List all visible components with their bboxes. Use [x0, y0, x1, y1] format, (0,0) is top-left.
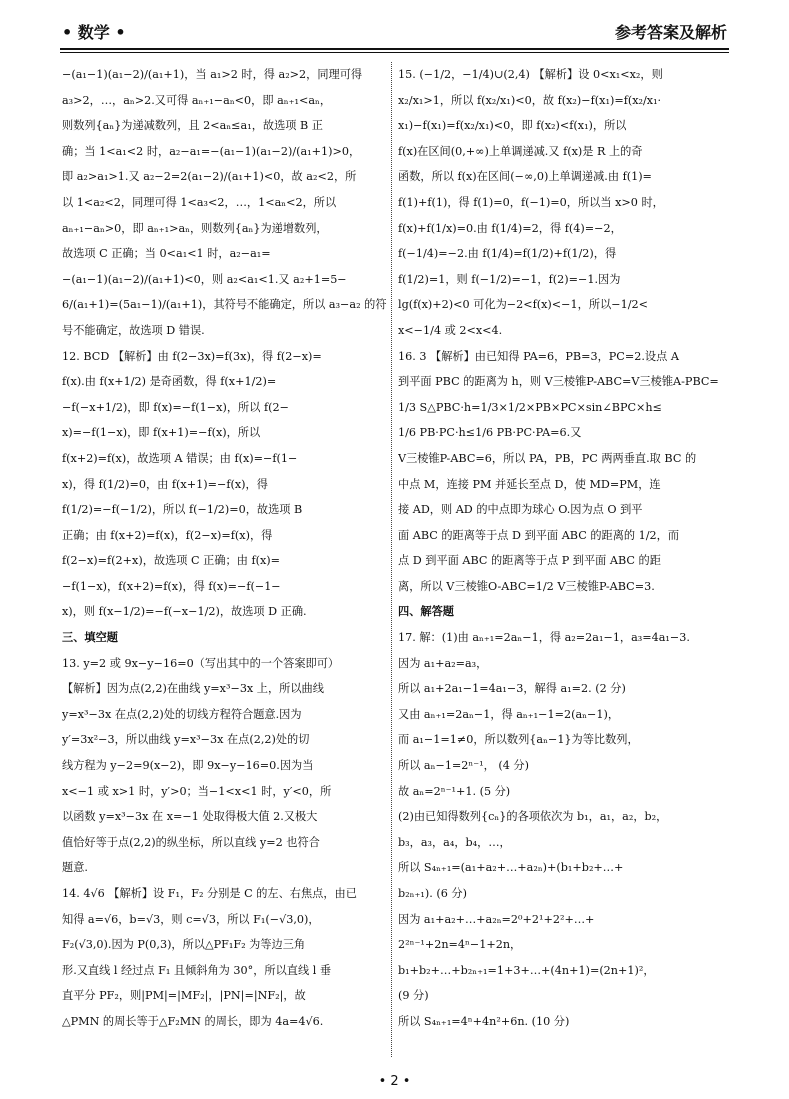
column-divider: [391, 62, 392, 1057]
text-line: f(x+2)=f(x)，故选项 A 错误；由 f(x)=−f(1−: [62, 451, 298, 465]
text-line: b₁+b₂+…+b₂ₙ₊₁=1+3+…+(4n+1)=(2n+1)²，: [398, 963, 655, 977]
text-line: 号不能确定，故选项 D 错误.: [62, 323, 205, 337]
text-line: b₃，a₃，a₄，b₄，…，: [398, 835, 511, 849]
text-line: 【解析】因为点(2,2)在曲线 y=x³−3x 上，所以曲线: [62, 682, 324, 696]
left-column: [62, 62, 398, 1062]
text-line: 所以 S₄ₙ₊₁=4ⁿ+4n²+6n. (10 分): [398, 1014, 570, 1028]
text-line: 又由 aₙ₊₁=2aₙ−1，得 aₙ₊₁−1=2(aₙ−1)，: [398, 707, 620, 721]
text-line: 中点 M，连接 PM 并延长至点 D，使 MD=PM，连: [398, 477, 661, 491]
text-line: 四、解答题: [398, 605, 454, 619]
text-line: 正确；由 f(x+2)=f(x)，f(2−x)=f(x)，得: [62, 528, 273, 542]
text-line: 确；当 1<a₁<2 时，a₂−a₁=−(a₁−1)(a₁−2)/(a₁+1)>0，: [62, 144, 361, 158]
text-line: △PMN 的周长等于△F₂MN 的周长，即为 4a=4√6.: [62, 1014, 324, 1028]
text-line: 所以 S₄ₙ₊₁=(a₁+a₂+…+a₂ₙ)+(b₁+b₂+…+: [398, 861, 624, 875]
text-line: (9 分): [398, 989, 429, 1003]
text-line: −f(−x+1/2)，即 f(x)=−f(1−x)，所以 f(2−: [62, 400, 289, 414]
text-line: 13. y=2 或 9x−y−16=0（写出其中的一个答案即可）: [62, 656, 340, 670]
text-line: 线方程为 y−2=9(x−2)，即 9x−y−16=0.因为当: [62, 759, 314, 773]
text-line: aₙ₊₁−aₙ>0，即 aₙ₊₁>aₙ，则数列{aₙ}为递增数列，: [62, 221, 328, 235]
text-line: f(x)在区间(0,+∞)上单调递减.又 f(x)是 R 上的奇: [398, 144, 643, 158]
text-line: 2²ⁿ⁻¹+2n=4ⁿ−1+2n，: [398, 938, 522, 952]
header-rule: [60, 48, 729, 50]
section-title: 参考答案及解析: [614, 23, 727, 42]
text-line: 函数，所以 f(x)在区间(−∞,0)上单调递减.由 f(1)=: [398, 170, 652, 184]
text-line: 17. 解：(1)由 aₙ₊₁=2aₙ−1，得 a₂=2a₁−1，a₃=4a₁−3.: [398, 631, 690, 645]
text-line: −(a₁−1)(a₁−2)/(a₁+1)，当 a₁>2 时，得 a₂>2，同理可得: [62, 68, 363, 81]
text-line: x)，则 f(x−1/2)=−f(−x−1/2)，故选项 D 正确.: [62, 605, 307, 619]
text-line: 接 AD，则 AD 的中点即为球心 O.因为点 O 到平: [398, 503, 643, 517]
text-line: 直平分 PF₂，则|PM|=|MF₂|，|PN|=|NF₂|，故: [62, 989, 306, 1003]
text-line: 离，所以 V三棱锥O-ABC=1/2 V三棱锥P-ABC=3.: [398, 579, 655, 593]
text-line: 而 a₁−1=1≠0，所以数列{aₙ−1}为等比数列，: [398, 733, 639, 747]
subject-label: • 数学 •: [62, 23, 126, 42]
text-line: y=x³−3x 在点(2,2)处的切线方程符合题意.因为: [62, 707, 302, 721]
text-line: f(−1/4)=−2.由 f(1/4)=f(1/2)+f(1/2)，得: [398, 247, 617, 261]
text-line: b₂ₙ₊₁). (6 分): [398, 887, 467, 900]
text-line: 14. 4√6 【解析】设 F₁，F₂ 分别是 C 的左、右焦点，由已: [62, 887, 357, 900]
text-line: −(a₁−1)(a₁−2)/(a₁+1)<0，则 a₂<a₁<1.又 a₂+1=5−: [62, 272, 347, 286]
text-line: 则数列{aₙ}为递减数列，且 2<aₙ≤a₁，故选项 B 正: [62, 119, 323, 133]
text-line: 6/(a₁+1)=(5a₁−1)/(a₁+1)，其符号不能确定，所以 a₃−a₂ 的符: [62, 298, 387, 312]
text-line: 点 D 到平面 ABC 的距离等于点 P 到平面 ABC 的距: [398, 554, 661, 568]
text-line: 以 1<a₂<2，同理可得 1<a₃<2，…，1<aₙ<2，所以: [62, 195, 337, 209]
header-rule-thin: [60, 52, 729, 53]
text-line: f(x).由 f(x+1/2) 是奇函数，得 f(x+1/2)=: [62, 375, 277, 389]
text-line: 题意.: [62, 861, 88, 875]
text-line: x<−1/4 或 2<x<4.: [398, 323, 503, 337]
text-line: 12. BCD 【解析】由 f(2−3x)=f(3x)，得 f(2−x)=: [62, 349, 322, 363]
text-line: 即 a₂>a₁>1.又 a₂−2=2(a₁−2)/(a₁+1)<0，故 a₂<2，所: [62, 170, 357, 184]
text-line: 知得 a=√6，b=√3，则 c=√3，所以 F₁(−√3,0)，: [62, 912, 320, 926]
text-line: (2)由已知得数列{cₙ}的各项依次为 b₁，a₁，a₂，b₂，: [398, 810, 668, 824]
text-line: 15. (−1/2，−1/4)∪(2,4) 【解析】设 0<x₁<x₂，则: [398, 68, 663, 81]
text-line: 值恰好等于点(2,2)的纵坐标，所以直线 y=2 也符合: [62, 835, 320, 849]
page-number: • 2 •: [378, 1074, 411, 1089]
text-line: 因为 a₁+a₂=a₃，: [398, 656, 488, 670]
text-line: 1/6 PB·PC·h≤1/6 PB·PC·PA=6.又: [398, 426, 582, 440]
text-line: 三、填空题: [62, 631, 118, 645]
text-line: f(2−x)=f(2+x)，故选项 C 正确；由 f(x)=: [62, 554, 280, 568]
text-line: x)，得 f(1/2)=0，由 f(x+1)=−f(x)，得: [62, 477, 268, 491]
text-line: 故选项 C 正确；当 0<a₁<1 时，a₂−a₁=: [62, 247, 271, 261]
text-line: lg(f(x)+2)<0 可化为−2<f(x)<−1，所以−1/2<: [398, 298, 648, 312]
text-line: 到平面 PBC 的距离为 h，则 V三棱锥P-ABC=V三棱锥A-PBC=: [398, 375, 719, 389]
text-line: 故 aₙ=2ⁿ⁻¹+1. (5 分): [398, 784, 511, 798]
text-line: 面 ABC 的距离等于点 D 到平面 ABC 的距离的 1/2，而: [398, 528, 680, 542]
right-column: [398, 62, 734, 1062]
text-line: 16. 3 【解析】由已知得 PA=6，PB=3，PC=2.设点 A: [398, 349, 679, 363]
text-line: 因为 a₁+a₂+…+a₂ₙ=2⁰+2¹+2²+…+: [398, 912, 595, 926]
text-line: x)=−f(1−x)，即 f(x+1)=−f(x)，所以: [62, 426, 261, 440]
text-line: x₂/x₁>1，所以 f(x₂/x₁)<0，故 f(x₂)−f(x₁)=f(x₂/x₁·: [398, 93, 662, 107]
text-line: x₁)−f(x₁)=f(x₂/x₁)<0，即 f(x₂)<f(x₁)，所以: [398, 119, 627, 133]
text-line: −f(1−x)，f(x+2)=f(x)，得 f(x)=−f(−1−: [62, 579, 281, 593]
page-header: [0, 0, 789, 52]
text-line: 所以 a₁+2a₁−1=4a₁−3，解得 a₁=2. (2 分): [398, 682, 626, 696]
text-line: a₃>2，…，aₙ>2.又可得 aₙ₊₁−aₙ<0，即 aₙ₊₁<aₙ，: [62, 93, 332, 107]
text-line: f(x)+f(1/x)=0.由 f(1/4)=2，得 f(4)=−2，: [398, 221, 622, 235]
text-line: V三棱锥P-ABC=6，所以 PA，PB，PC 两两垂直.取 BC 的: [398, 451, 697, 465]
text-line: 以函数 y=x³−3x 在 x=−1 处取得极大值 2.又极大: [62, 810, 318, 824]
text-line: f(1/2)=−f(−1/2)，所以 f(−1/2)=0，故选项 B: [62, 503, 303, 517]
text-line: y′=3x²−3，所以曲线 y=x³−3x 在点(2,2)处的切: [62, 733, 310, 747]
text-line: 1/3 S△PBC·h=1/3×1/2×PB×PC×sin∠BPC×h≤: [398, 400, 662, 414]
text-line: x<−1 或 x>1 时，y′>0；当−1<x<1 时，y′<0，所: [62, 784, 332, 798]
text-line: F₂(√3,0).因为 P(0,3)，所以△PF₁F₂ 为等边三角: [62, 938, 306, 952]
text-line: f(1/2)=1，则 f(−1/2)=−1，f(2)=−1.因为: [398, 272, 621, 286]
text-line: f(1)+f(1)，得 f(1)=0，f(−1)=0，所以当 x>0 时，: [398, 195, 664, 209]
text-line: 所以 aₙ−1=2ⁿ⁻¹， (4 分): [398, 759, 529, 773]
text-line: 形.又直线 l 经过点 F₁ 且倾斜角为 30°，所以直线 l 垂: [62, 963, 332, 977]
